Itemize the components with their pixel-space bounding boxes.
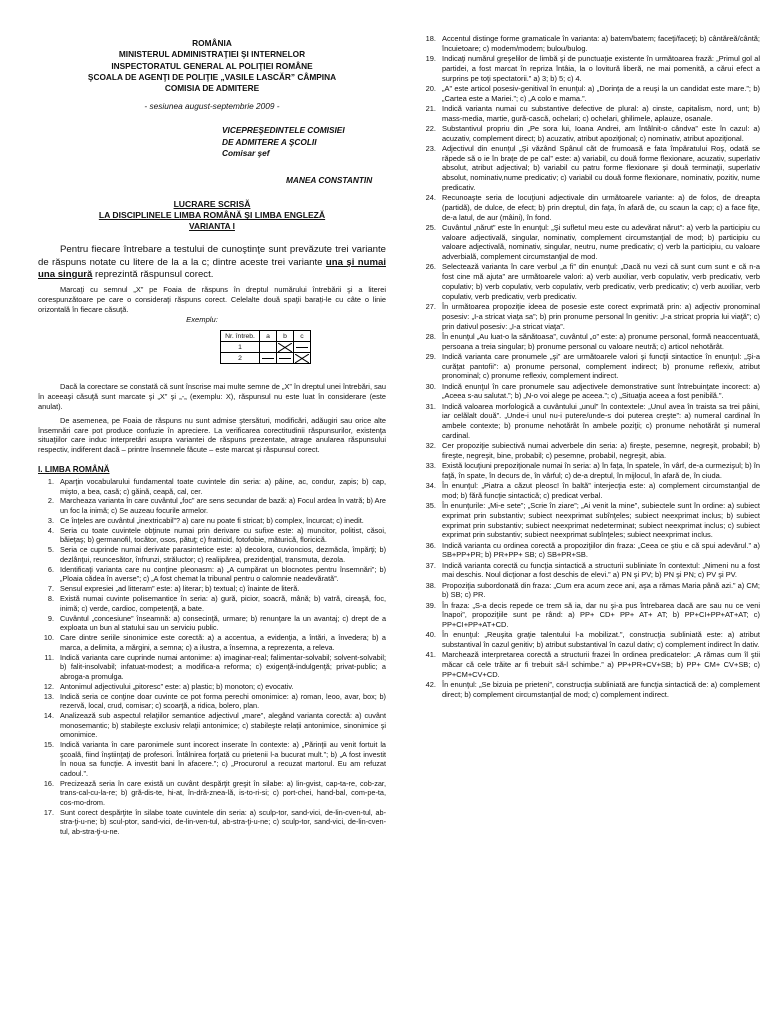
- question-item: [38, 692, 386, 711]
- question-text: „A” este articol posesiv-genitival în enunţul: a) „Dorinţa de a reuşi la un candidat este mare.”; b) „Cartea este a Mariei.”; c) „A colo e mama.”.: [442, 83, 760, 103]
- question-item: [420, 630, 760, 650]
- question-item: [420, 144, 760, 193]
- question-number: 17.: [43, 807, 54, 817]
- approval-line: Comisar şef: [222, 148, 270, 159]
- intro-tail: reprezintă răspunsul corect.: [92, 268, 214, 280]
- approval-line: VICEPREŞEDINTELE COMISIEI: [222, 125, 345, 136]
- header-line: COMISIA DE ADMITERE: [164, 83, 260, 94]
- question-item: [420, 34, 760, 54]
- question-item: [420, 541, 760, 561]
- question-text: În următoarea propoziţie ideea de posesie este corect exprimată prin: a) adjectiv pronominal posesiv: „I-a stricat viaţa sa”; b) prin pronume personal în genitiv: „I-a stricat propria lui viaţă”; c) prin dativul posesiv: „I-a stricat viaţa”.: [442, 302, 760, 331]
- question-text: Indică varianta care cuprinde numai antonime: a) imaginar-real; falimentar-solvabil; solvent-solvabil; b) falit-insolvabil; infatuat-modest; a modifica-a reforma; c) exigenţă-indulgenţă; privat-public; a abroga-a promulga.: [60, 652, 386, 681]
- question-item: [38, 545, 386, 564]
- question-number: 34.: [425, 481, 436, 491]
- question-item: [38, 653, 386, 682]
- question-number: 29.: [425, 351, 436, 361]
- question-item: [38, 516, 386, 526]
- question-number: 14.: [43, 711, 54, 721]
- question-text: Accentul distinge forme gramaticale în varianta: a) batem/batem; faceţi/faceţi; b) cântăreă/cântă; încuietoare; c) modem/modem; bulou/bulog.: [442, 34, 760, 53]
- question-item: [420, 481, 760, 501]
- question-text: Cuvântul „concesiune” înseamnă: a) consecinţă, urmare; b) renunţare la un avantaj; c) drept de a exploata un bun al statului sau un serviciu public.: [60, 613, 386, 633]
- example-header-cell: a: [260, 331, 277, 342]
- question-item: [420, 382, 760, 402]
- question-number: 24.: [425, 193, 436, 203]
- question-text: În fraza: „S-a decis repede ce trem să ia, dar nu şi-a pus întrebarea dacă are sau nu ce veni înapoi”, propoziţiile sunt pe rând: a) PP+ CD+ PP+ AT+ AT; b) PP+CI+PP+AT+AT; c) PP+CI+PP+AT+CD.: [442, 600, 760, 630]
- question-text: Cer propoziţie subiectivă numai adverbele din seria: a) fireşte, pesemne, negreşit, probabil; b) fireşte, negreşit, bine, probabil; c) pesemne, probabil, negreşit, abia.: [442, 441, 760, 460]
- example-table: [220, 330, 311, 364]
- question-item: [420, 402, 760, 441]
- example-header-cell: Nr. întreb.: [221, 331, 260, 342]
- institution-header: [38, 38, 386, 94]
- question-number: 3.: [47, 515, 54, 525]
- question-item: [420, 104, 760, 124]
- question-item: [38, 682, 386, 692]
- approval-line: DE ADMITERE A ŞCOLII: [222, 136, 317, 147]
- question-item: [420, 561, 760, 581]
- question-item: [420, 223, 760, 262]
- question-item: [420, 84, 760, 104]
- question-text: Recunoaşte seria de locuţiuni adjectivale din următoarele variante: a) de folos, de dreapta (partidă), de dulce, de efect; b) prin dreptul, din faţa, în afară de, cu scaun la cap; c) a face fiţe, de-a latul, de aur (mâini), în fond.: [442, 193, 760, 222]
- example-cell-empty: [260, 342, 277, 353]
- header-line: INSPECTORATUL GENERAL AL POLIŢIEI ROMÂNE: [111, 60, 313, 71]
- question-item: [420, 302, 760, 331]
- rule-paragraph: Dacă la corectare se constată că sunt înscrise mai multe semne de „X” în dreptul unei întrebări, sau în aceeaşi căsuţă sunt marcate şi „X” şi „-„ (exemplu: X), răspunsul nu este luat în considerare (este anulat).: [38, 382, 386, 411]
- question-text: Antonimul adjectivului „pitoresc” este: a) plastic; b) monoton; c) evocativ.: [60, 681, 294, 691]
- question-text: În enunţul „Au luat-o la sănătoasa”, cuvântul „o” este: a) pronume personal, formă neaccentuată, persoana a treia singular; b) pronume personal cu valoare neutră; c) articol nehotărât.: [442, 331, 760, 351]
- question-item: [420, 124, 760, 144]
- question-number: 12.: [43, 681, 54, 691]
- header-line: ROMÂNIA: [192, 38, 232, 48]
- question-number: 20.: [425, 83, 436, 93]
- question-item: [38, 594, 386, 613]
- example-row: [221, 342, 311, 353]
- dash-mark-icon: [261, 354, 275, 363]
- question-item: [38, 526, 386, 545]
- question-number: 28.: [425, 331, 436, 341]
- question-text: Sunt corect despărţite în silabe toate cuvintele din seria: a) sculp-tor, sand-vici, de-lin-cven-tul, ab-stra-ţi-u-ne; b) scul-ptor, sand-vici, de-lin-ven-tul, ab-stra-ţi-u-ne; c) sculp-tor, sand-vici, de-lin-cven-tul, ab-stra-ţi-u-ne.: [60, 807, 386, 836]
- question-number: 10.: [43, 633, 54, 643]
- example-cell-dash: [277, 353, 294, 364]
- example-cell: 1: [221, 342, 260, 353]
- question-item: [420, 501, 760, 540]
- question-text: Există locuţiuni prepoziţionale numai în seria: a) în faţa, în spatele, în vârf, de-a curmezişul; b) în faţă, în spate, în decurs de, în vârful; c) de-a dreptul, în mijlocul, în afară de, în ciuda.: [442, 461, 760, 480]
- question-text: Indică seria ce conţine doar cuvinte ce pot forma perechi omonimice: a) roman, leoo, avar, box; b) rezervă, local, crud, comisar; c) scoarţă, a ridica, bolero, plan.: [60, 691, 386, 711]
- example-header-row: [221, 331, 311, 342]
- question-text: Cuvântul „nărut” este în enunţul: „Şi sufletul meu este cu adevărat nărut”: a) verb la participiu cu valoare adjectivală, singular, nominativ, complement circumstanţial de mod; b) participiu cu valoare adjectivală, nominativ, singular, neutru, nume predicativ; c) verb la participiu, cu valoare adverbială, complement circumstanţial de mod.: [442, 222, 760, 262]
- question-number: 16.: [43, 778, 54, 788]
- question-number: 11.: [44, 652, 54, 662]
- question-text: Indică valoarea morfologică a cuvântului „unul” în contextele: „Unul avea în traista sa trei pâini, iar celălalt două”. „Unde-i unul nu-i putere/unde-s doi puterea creşte”: a) numeral cardinal în ambele contexte; b) pronume nehotărât în ambele poziţii; c) pronume nehotărât şi numeral cardinal.: [442, 401, 760, 440]
- question-text: Marcheaza varianta în care cuvântul „foc” are sens secundar de bază: a) Focul ardea în vatră; b) Are un foc la inimă; c) Se auzeau focurile armelor.: [60, 496, 386, 515]
- example-cell-dash: [260, 353, 277, 364]
- question-item: [38, 496, 386, 515]
- question-text: În enunţul: „Se bizuia pe prieteni”, construcţia subliniată are funcţia sintactică de: a) complement direct; b) complement circumstanţial de mod; c) complement indirect.: [442, 680, 760, 699]
- question-number: 22.: [425, 123, 436, 133]
- x-mark-icon: [278, 343, 292, 352]
- question-number: 15.: [43, 740, 54, 750]
- right-column: [420, 34, 760, 700]
- question-text: Seria ce cuprinde numai derivate parasintetice este: a) decolora, cuvioncios, dezmăcla, împărţi; b) dezlânţui, reuncesător, înfrunzi, străluctor; c) realiipărea, prezidenţial, transmuta, dezola.: [60, 545, 386, 564]
- intro-text: Pentru fiecare întrebare a testului de cunoştinţe sunt prevăzute trei variante de răspuns notate cu litere de la a la c; dintre aceste trei variante: [38, 244, 386, 268]
- question-number: 7.: [47, 584, 54, 594]
- question-item: [38, 808, 386, 837]
- variant-label: VARIANTA I: [189, 221, 235, 232]
- question-text: Care dintre seriile sinonimice este corectă: a) a accentua, a evidenţia, a întări, a învedera; b) a marca, a delimita, a mărgini, a semna; c) a ilustra, a însemna, a reprezenta, a releva.: [60, 633, 386, 652]
- question-number: 31.: [425, 401, 436, 411]
- question-item: [420, 262, 760, 301]
- question-number: 1.: [47, 476, 54, 486]
- question-text: Precizează seria în care există un cuvânt despărţit greşit în silabe: a) lin-gvist, cap-ta-re, cob-zar, trans-cal-cu-la-re; b) gră-dis-te, hi-at, în-dră-znea-lă, is-to-ri-si; c) port-chei, hand-bal, com-pe-ta, cos-mo-drom.: [60, 778, 386, 807]
- dash-mark-icon: [295, 343, 309, 352]
- question-number: 41.: [425, 650, 436, 660]
- question-item: [420, 581, 760, 601]
- question-item: [420, 680, 760, 700]
- question-number: 26.: [425, 262, 436, 272]
- question-text: Aparţin vocabularului fundamental toate cuvintele din seria: a) pâine, ac, condur, zapis; b) cap, mişto, a bea, casă; c) găină, ceapă, cal, cer.: [60, 476, 386, 496]
- rule-paragraph: De asemenea, pe Foaia de răspuns nu sunt admise ştersături, modificări, adăugiri sau orice alte însemnări care pot produce confuzie în apreciere. La verificarea corectitudinii răspunsurilor, existenţa situaţiilor care induc interpretări asupra variantei de răspuns prezentate, atrage anularea răspunsului respectiv, indiferent dacă – printre însemnele făcute – este marcat şi răspunsul corect.: [38, 415, 386, 455]
- question-list-right: [420, 34, 760, 700]
- question-number: 18.: [425, 34, 436, 43]
- question-item: [38, 477, 386, 496]
- question-item: [38, 614, 386, 633]
- question-item: [420, 352, 760, 381]
- question-text: Există numai cuvinte polisemantice în seria: a) gură, picior, soacră, mână; b) vatră, cireaşă, foc, inimă; c) verde, cardioc, competenţă, a bate.: [60, 594, 386, 613]
- question-number: 27.: [425, 302, 436, 312]
- question-text: Analizează sub aspectul relaţiilor semantice adjectivul „mare”, alegând varianta corectă: a) cuvânt monosemantic; b) stabileşte exclusiv relaţii antonimice; c) stabileşte relaţii antonimice, sinonimice şi omonimice.: [60, 711, 386, 740]
- section-title: I. LIMBA ROMÂNĂ: [38, 464, 110, 474]
- question-text: Indică varianta corectă cu funcţia sintactică a structurii subliniate în contextul: „Nimeni nu a fost mai deschis. Noul dicţionar a fost deschis de elevi.” a) PN şi PV; b) PN şi PN; c) PV şi PV.: [442, 560, 760, 580]
- question-number: 5.: [47, 545, 54, 555]
- question-item: [38, 565, 386, 584]
- question-list-left: [38, 477, 386, 836]
- question-text: Selectează varianta în care verbul „a fi” din enunţul: „Dacă nu vezi că sunt cum sunt e că n-a fost cine mă ajuta” are următoarele valori: a) verb auxiliar, verb copulativ, verb predicativ, verb copulativ; b) verb copulativ, verb copulativ, verb predicativ, verb predicativ; c) verb auxiliar, verb copulativ, verb predicativ, verb predicativ.: [442, 262, 760, 301]
- dash-mark-icon: [278, 354, 292, 363]
- question-item: [38, 633, 386, 652]
- question-text: În enunţul: „Reuşita graţie talentului l-a mobilizat.”, construcţia subliniată este: a) atribut substantival în cazul genitiv; b) atribut substantival în cazul dativ; c) complement indirect în dativ.: [442, 630, 760, 650]
- question-text: Indicaţi numărul greşelilor de limbă şi de punctuaţie existente în următoarea frază: „Primul gol al partidei, a fost marcat în repriza întâia, la o lovitură liberă, ne mai pomenită, a cărui efect a surprins pe toţi spectatorii.” a) 3; b) 5; c) 4.: [442, 53, 760, 83]
- question-text: Indică varianta care pronumele „şi” are următoarele valori şi funcţii sintactice în enunţul: „Şi-a curăţat pantofii”: a) pronume personal, complement indirect; b) pronume reflexiv, atribut pronominal; c) pronume reflexiv, complement indirect.: [442, 351, 760, 381]
- question-item: [420, 332, 760, 352]
- example-cell-x: [277, 342, 294, 353]
- question-text: Indică varianta cu ordinea corectă a propoziţiilor din fraza: „Ceea ce ştiu e că spui adevărul.” a) SB+PP+PR; b) PR+PP+ SB; c) SB+PR+SB.: [442, 540, 760, 560]
- question-item: [38, 711, 386, 740]
- question-text: Indică varianta numai cu substantive defective de plural: a) cinste, capitalism, nord, unt; b) mass-media, martie, gură-cască, ochelari; c) ochelari, ghilimele, aplauze, osanale.: [442, 103, 760, 123]
- header-line: ŞCOALA DE AGENŢI DE POLIŢIE „VASILE LASCĂR” CÂMPINA: [87, 71, 337, 82]
- question-number: 37.: [425, 560, 436, 570]
- question-item: [420, 461, 760, 481]
- question-number: 21.: [425, 103, 436, 113]
- question-item: [420, 601, 760, 630]
- question-number: 38.: [425, 580, 436, 590]
- example-cell-dash: [294, 342, 311, 353]
- example-cell: 2: [221, 353, 260, 364]
- exam-title: [38, 199, 386, 232]
- question-item: [38, 584, 386, 594]
- question-text: Ce înţeles are cuvântul „inextricabil”? a) care nu poate fi stricat; b) complex, încurcat; c) inedit.: [60, 515, 364, 525]
- question-text: Seria cu toate cuvintele obţinute numai prin derivare cu sufixe este: a) muncitor, politist, căsoi, băieţaş; b) germanofil, tocător, osos, pătuţ; c) fratricid, fotofobie, măturică, floricică.: [60, 525, 386, 545]
- question-text: Marchează interpretarea corectă a structurii frazei în ordinea predicatelor: „A rămas cum îl ştii măcar că cele trăite ar fi trebuit să-l schimbe.” a) PP+PR+CV+SB; b) PP+ CM+ CV+SB; c) PP+CM+CV+CD.: [442, 650, 760, 679]
- question-number: 39.: [425, 600, 436, 610]
- question-text: În enunţurile: „Mi-e sete”; „Scrie în ziare”; „Ai venit la mine”, subiectele sunt în ordine: a) subiect exprimat prin substantiv; subiect neexprimat subînţeles; subiect neexprimat inclus; b) subiect exprimat prin substantiv; subiect neexprimat nedeterminat; subiect neexprimat inclus; c) subiect exprimat prin substantiv; subiect neexprimat subînţeles; subiect neexprimat inclus.: [442, 501, 760, 540]
- example-header-cell: b: [277, 331, 294, 342]
- question-text: În enunţul: „Piatra a căzut pleosc! în baltă” interjecţia este: a) complement circumstanţial de mod; b) fără funcţie sintactică; c) predicat verbal.: [442, 481, 760, 500]
- question-number: 30.: [425, 381, 436, 391]
- title-line: LUCRARE SCRISĂ: [173, 199, 251, 210]
- session-line: - sesiunea august-septembrie 2009 -: [144, 101, 280, 112]
- approver-name: MANEA CONSTANTIN: [286, 175, 373, 186]
- question-item: [420, 650, 760, 679]
- question-number: 25.: [425, 222, 436, 232]
- x-mark-icon: [295, 354, 309, 363]
- intro-emphasis: una şi numai una singură: [38, 256, 386, 280]
- question-text: Substantivul propriu din „Pe sora lui, Ioana Andrei, am întâlnit-o cândva” este în cazul: a) acuzativ, complement direct; b) acuzativ, atribut apoziţional; c) nominativ, atribut apoziţional.: [442, 123, 760, 143]
- question-number: 6.: [47, 564, 54, 574]
- example-cell-x: [294, 353, 311, 364]
- left-column: [38, 0, 386, 837]
- example-row: [221, 353, 311, 364]
- question-number: 2.: [47, 496, 54, 506]
- question-number: 33.: [425, 461, 436, 471]
- question-number: 4.: [47, 525, 54, 535]
- question-number: 32.: [425, 441, 436, 451]
- question-number: 36.: [425, 540, 436, 550]
- header-line: MINISTERUL ADMINISTRAŢIEI ŞI INTERNELOR: [118, 49, 306, 60]
- question-text: Indică varianta în care paronimele sunt incorect inserate în contexte: a) „Părinţii au venit fortuit la şcoală, fiind înştiinţaţi de profesori. Întâlnirea forţată cu prietenii l-a bucurat mult.”; b) „A fost investit în noua sa funcţie. A investit bani în afacere.”; c) „Procurorul a recuzat martorul. Eu am refuzat cadoul.”.: [60, 740, 386, 778]
- question-text: Propoziţia subordonată din fraza: „Cum era acum zece ani, aşa a rămas Maria până azi.” a) CM; b) SB; c) PR.: [442, 580, 760, 600]
- question-item: [420, 54, 760, 83]
- question-item: [420, 193, 760, 222]
- example-header-cell: c: [294, 331, 311, 342]
- question-number: 40.: [425, 630, 436, 640]
- question-text: Adjectivul din enunţul „Şi văzând Spânul căt de frumoasă e fata împăratului Roş, odată se răpede să o ie în braţe de pe cal” este: a) variabil, cu două forme flexionare, acuzativ, superlativ absolut, atribut adjectival; b) variabil cu patru forme flexionare şi două terminaţii, superlativ absolut, nominativ,nume predicativ; c) variabil cu două forme flexionare, nominativ, pozitiv, nume predicativ.: [442, 143, 760, 192]
- question-item: [420, 441, 760, 461]
- question-number: 35.: [425, 501, 436, 511]
- title-line: LA DISCIPLINELE LIMBA ROMÂNĂ ŞI LIMBA ENGLEZĂ: [98, 210, 326, 221]
- question-number: 19.: [425, 53, 436, 63]
- mark-instructions: Marcaţi cu semnul „X” pe Foaia de răspuns în dreptul numărului întrebării şi a literei corespunzătoare pe care o consideraţi răspuns corect. Celelalte două spaţii barați-le cu câte o linie orizontală în fiecare căsuţă.: [38, 284, 386, 314]
- question-number: 23.: [425, 143, 436, 153]
- intro-paragraph: [38, 244, 386, 281]
- approval-block: [222, 125, 386, 159]
- question-text: Sensul expresiei „ad litteram” este: a) literar; b) textual; c) înainte de literă.: [60, 584, 300, 594]
- question-number: 9.: [47, 613, 54, 623]
- question-text: Identificaţi varianta care nu conţine pleonasm: a) „A cumpărat un blocnotes pentru însemnări”; b) „Ploaia cădea în averse”; c) „A fost chemat la tribunal pentru o calomnie neadevărată”.: [60, 564, 386, 584]
- question-number: 13.: [43, 691, 54, 701]
- example-label: Exemplu:: [186, 315, 218, 325]
- question-item: [38, 740, 386, 778]
- question-number: 8.: [47, 594, 54, 604]
- question-item: [38, 779, 386, 808]
- question-number: 42.: [425, 680, 436, 690]
- question-text: Indică enunţul în care pronumele sau adjectivele demonstrative sunt întrebuinţate incorect: a) „Aceea s-au salutat.”; b) „N-o voi alege pe aceea.”; c) „Situaţia aceea a fost penibilă.”.: [442, 381, 760, 401]
